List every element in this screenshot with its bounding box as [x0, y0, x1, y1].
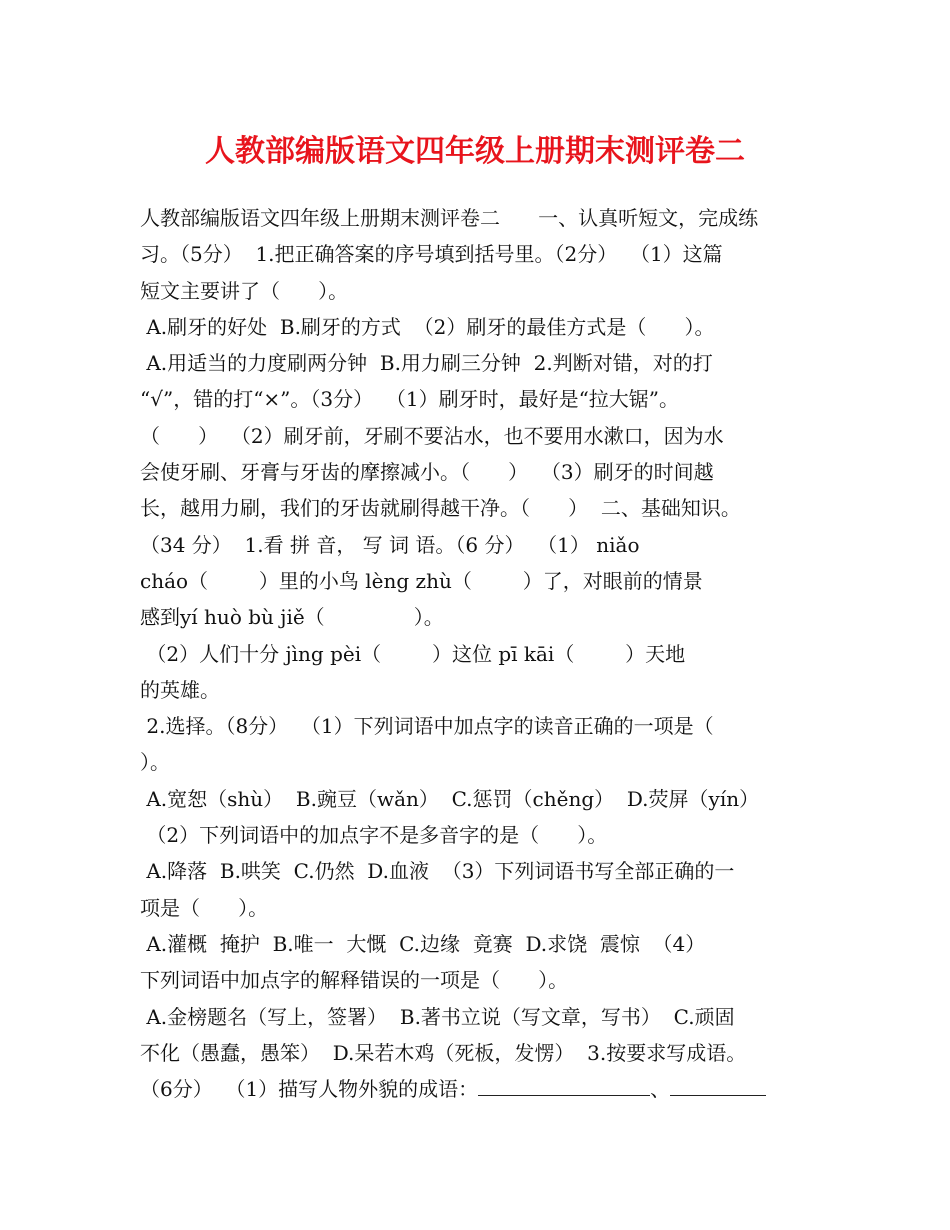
text-line: 短文主要讲了（ ）。 — [140, 278, 349, 303]
text-line: “√”，错的打“×”。（3分） （1）刷牙时，最好是“拉大锯”。 — [140, 387, 680, 412]
text-line: （34 分） 1.看 拼 音， 写 词 语。（6 分） （1） niǎo — [140, 532, 640, 557]
text-line: 习。（5分） 1.把正确答案的序号填到括号里。（2分） （1）这篇 — [140, 242, 723, 267]
text-line: A.金榜题名（写上，签署） B.著书立说（写文章，写书） C.顽固 — [140, 1004, 735, 1029]
text-line: 不化（愚蠢，愚笨） D.呆若木鸡（死板，发愣） 3.按要求写成语。 — [140, 1040, 747, 1065]
document-body — [140, 200, 820, 1107]
text-line: cháo（ ）里的小鸟 lèng zhù（ ）了，对眼前的情景 — [140, 568, 703, 593]
text-line: A.灌概 掩护 B.唯一 大慨 C.边缘 竟赛 D.求饶 震惊 （4） — [140, 931, 706, 956]
answer-blank[interactable] — [478, 1073, 650, 1096]
text-line: A.降落 B.哄笑 C.仍然 D.血液 （3）下列词语书写全部正确的一 — [140, 859, 735, 884]
text-line: （ ） （2）刷牙前，牙刷不要沾水，也不要用水漱口，因为水 — [140, 423, 724, 448]
text-line: 下列词语中加点字的解释错误的一项是（ ）。 — [140, 968, 569, 993]
text-line-last — [140, 1071, 820, 1107]
text-line: 2.选择。（8分） （1）下列词语中加点字的读音正确的一项是（ — [140, 714, 714, 739]
text-line: 人教部编版语文四年级上册期末测评卷二 一、认真听短文，完成练 — [140, 206, 759, 230]
text-line: 感到yí huò bù jiě（ ）。 — [140, 605, 444, 630]
document-title: 人教部编版语文四年级上册期末测评卷二 — [205, 134, 745, 169]
text-line: （2）人们十分 jìng pèi（ ）这位 pī kāi（ ）天地 — [140, 641, 686, 666]
text-line: A.宽恕（shù） B.豌豆（wǎn） C.惩罚（chěng） D.荧屏（yín） — [140, 786, 760, 811]
text-line: A.用适当的力度刷两分钟 B.用力刷三分钟 2.判断对错，对的打 — [140, 351, 713, 376]
text-line: 项是（ ）。 — [140, 895, 269, 920]
last-line-text: （6分） （1）描写人物外貌的成语： — [140, 1077, 479, 1102]
blank-separator: 、 — [650, 1077, 671, 1102]
text-line: A.刷牙的好处 B.刷牙的方式 （2）刷牙的最佳方式是（ ）。 — [140, 314, 715, 339]
text-line: 会使牙刷、牙膏与牙齿的摩擦减小。（ ） （3）刷牙的时间越 — [140, 460, 714, 485]
text-line: ）。 — [140, 750, 170, 775]
text-line: （2）下列词语中的加点字不是多音字的是（ ）。 — [140, 823, 608, 848]
text-line: 的英雄。 — [140, 677, 220, 702]
answer-blank[interactable] — [670, 1073, 766, 1096]
text-line: 长，越用力刷，我们的牙齿就刷得越干净。（ ） 二、基础知识。 — [140, 496, 741, 521]
